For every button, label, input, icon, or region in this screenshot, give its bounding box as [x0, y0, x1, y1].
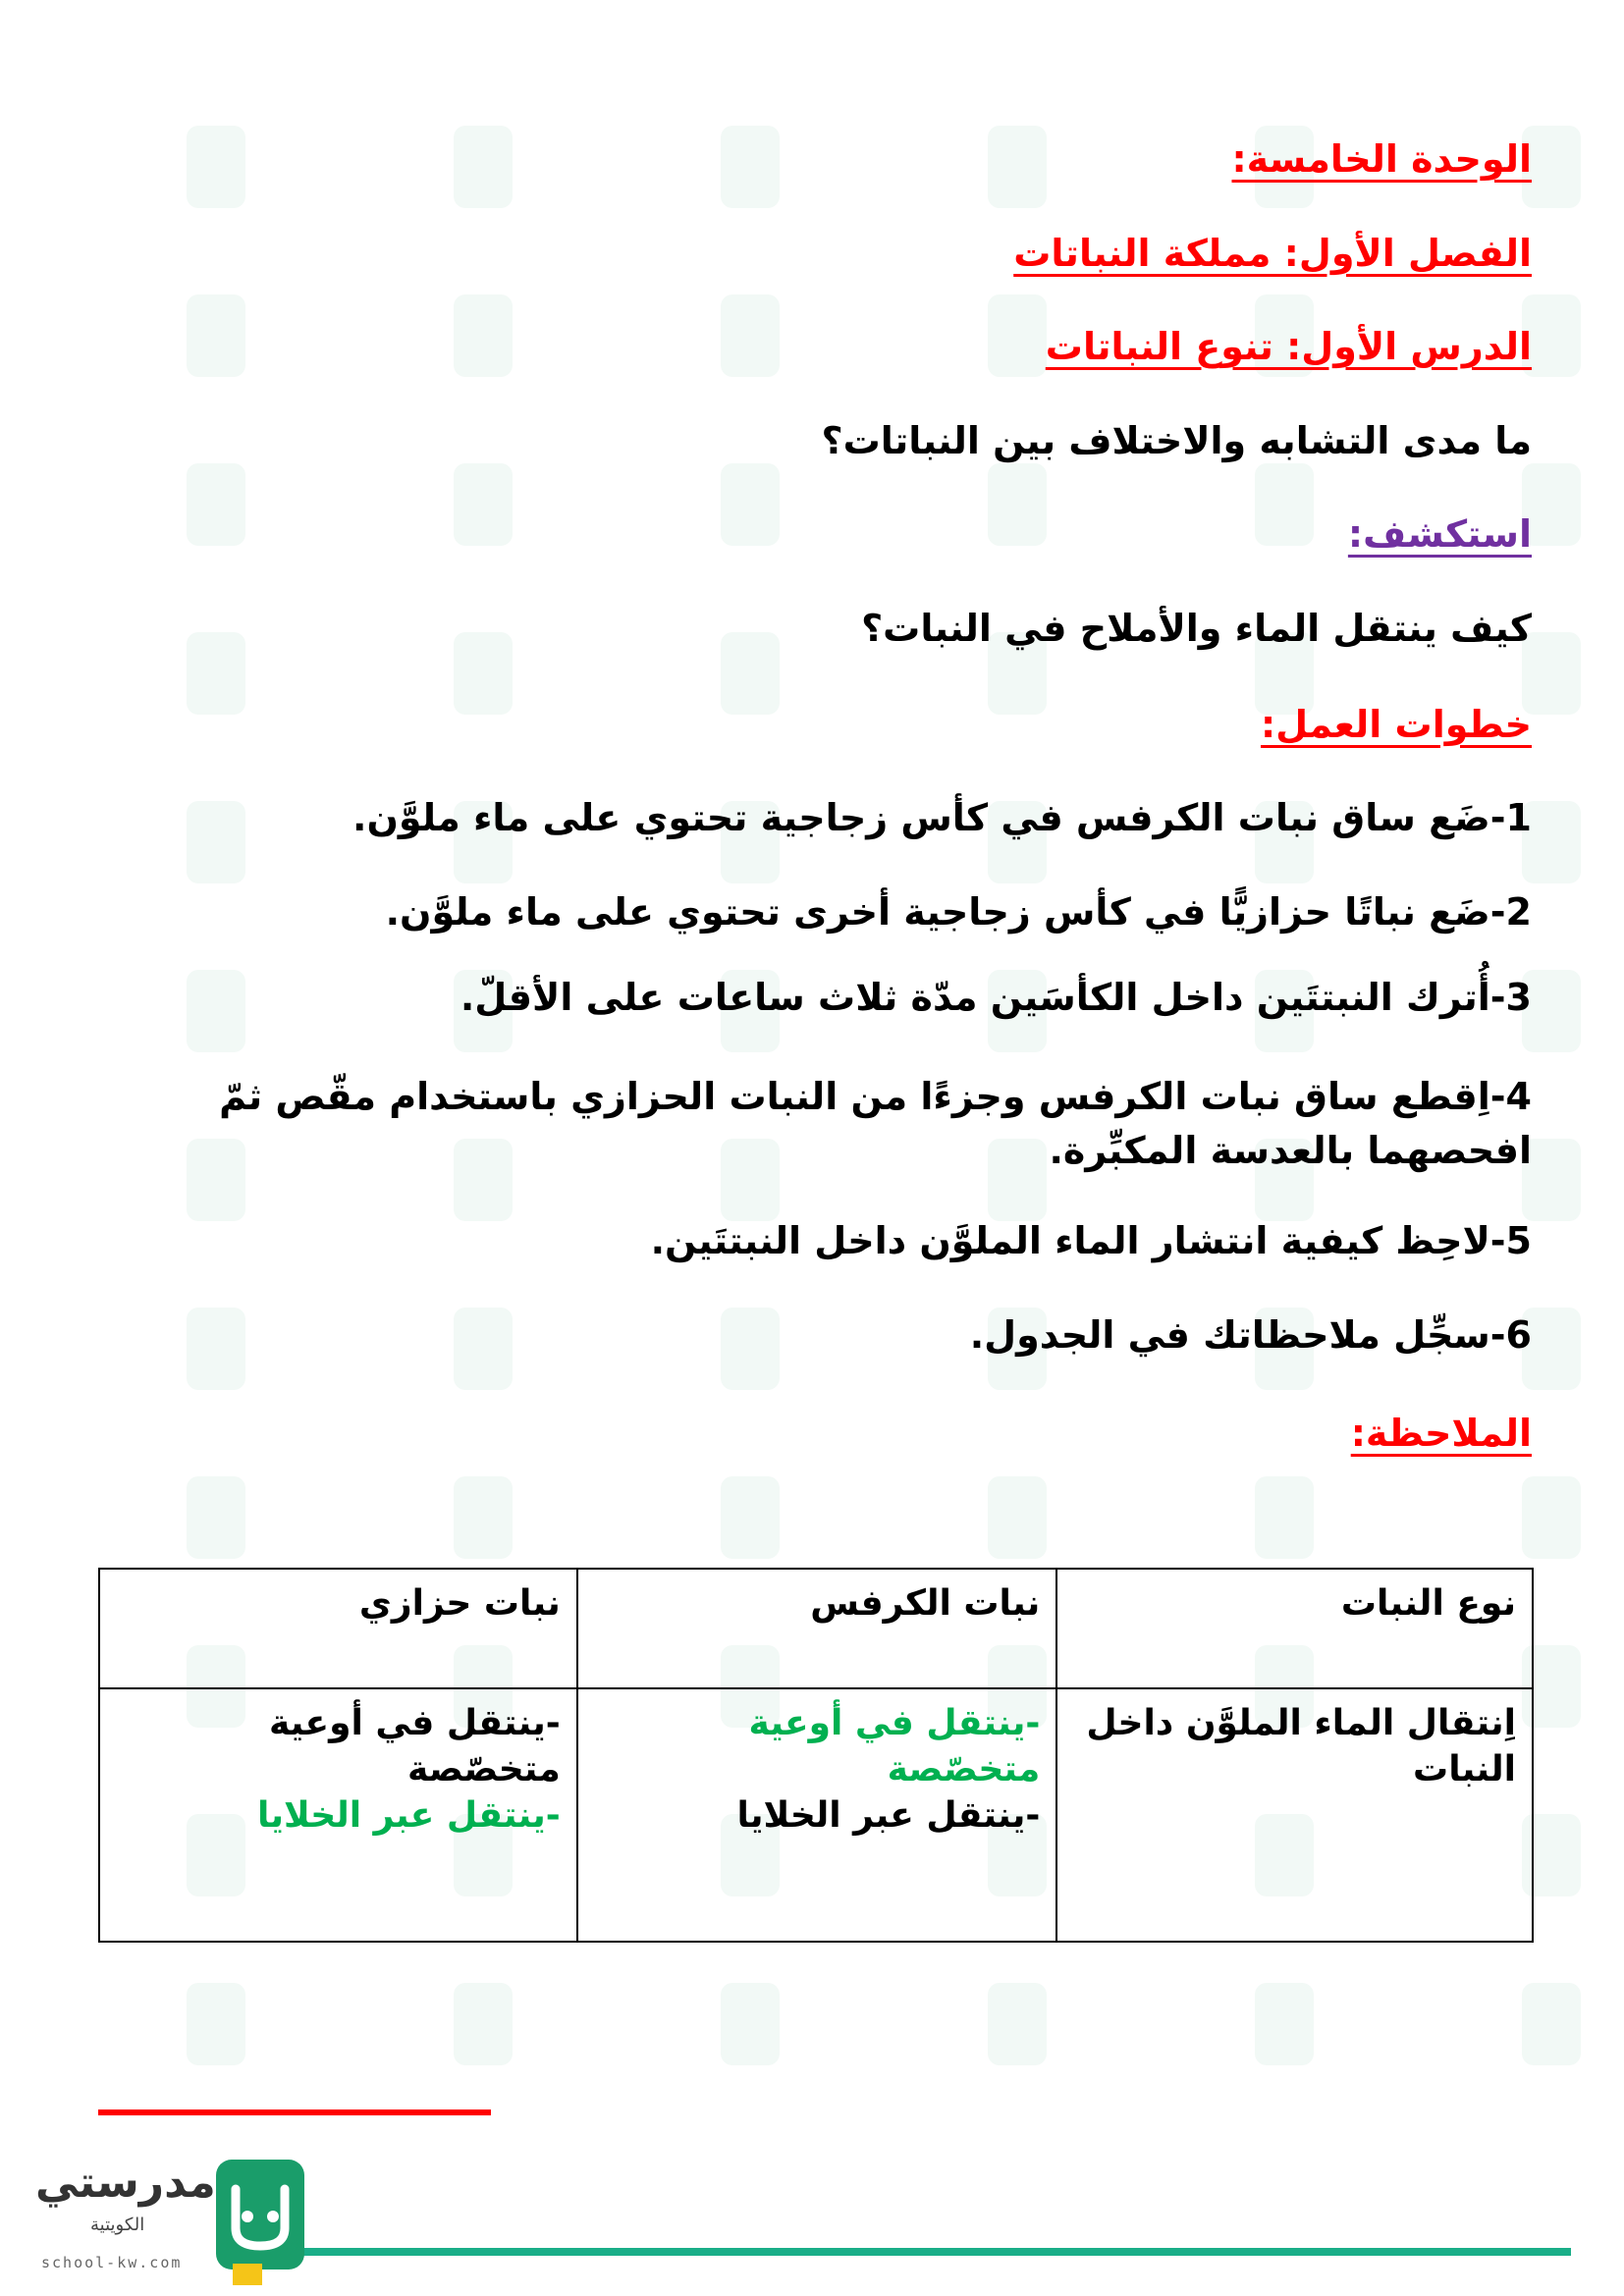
footer-green-line [297, 2248, 1571, 2256]
header-celery: نبات الكرفس [577, 1569, 1057, 1688]
observation-table [98, 1568, 1534, 1943]
watermark-book-icon [1522, 1983, 1581, 2065]
footer-red-line [98, 2109, 491, 2115]
watermark-tile [39, 1975, 265, 2083]
moss-option-other: -ينتقل في أوعية متخصّصة [268, 1703, 561, 1789]
bookmark-icon [233, 2264, 262, 2285]
steps-heading: خطوات العمل: [1260, 702, 1532, 746]
logo-subtitle: الكويتية [90, 2215, 145, 2235]
watermark-tile [1108, 1975, 1333, 2083]
row-label: اِنتقال الماء الملوَّن داخل النبات [1086, 1703, 1516, 1789]
lesson-heading: الدرس الأول: تنوع النباتات [1045, 325, 1532, 369]
watermark-book-icon [187, 1476, 245, 1559]
watermark-tile [1375, 1975, 1600, 2083]
explore-question: كيف ينتقل الماء والأملاح في النبات؟ [861, 606, 1532, 650]
watermark-book-icon [187, 1983, 245, 2065]
watermark-book-icon [721, 1983, 780, 2065]
explore-heading: استكشف: [1347, 512, 1532, 557]
moss-answer-cell [99, 1688, 577, 1942]
watermark-tile [306, 1975, 532, 2083]
chapter-heading: الفصل الأول: مملكة النباتات [1013, 231, 1532, 275]
logo-url: school-kw.com [41, 2254, 183, 2271]
book-logo-icon [216, 2160, 304, 2269]
table-header-row [99, 1569, 1533, 1688]
watermark-tile [573, 1975, 799, 2083]
watermark-book-icon [454, 1983, 513, 2065]
watermark-tile [573, 1468, 799, 1576]
watermark-book-icon [454, 1476, 513, 1559]
step-5: 5-لاحِظ كيفية انتشار الماء الملوَّن داخل النبتتَين. [650, 1219, 1532, 1263]
step-6: 6-سجِّل ملاحظاتك في الجدول. [969, 1312, 1532, 1357]
watermark-tile [306, 1468, 532, 1576]
header-moss: نبات حزازي [99, 1569, 577, 1688]
school-logo [31, 2156, 287, 2283]
watermark-book-icon [1255, 1983, 1314, 2065]
watermark-tile [1375, 1468, 1600, 1576]
watermark-book-icon [1255, 1476, 1314, 1559]
watermark-book-icon [988, 1983, 1047, 2065]
step-4: 4-اِقطع ساق نبات الكرفس وجزءًا من النبات الحزازي باستخدام مقّص ثمّ افحصهما بالعدسة المكبِّرة. [219, 1074, 1532, 1173]
step-1: 1-ضَع ساق نبات الكرفس في كأس زجاجية تحتوي على ماء ملوَّن. [352, 796, 1532, 840]
header-plant-type: نوع النبات [1056, 1569, 1533, 1688]
table-row [99, 1688, 1533, 1942]
unit-heading: الوحدة الخامسة: [1231, 137, 1532, 181]
watermark-book-icon [1522, 1476, 1581, 1559]
watermark-tile [840, 1975, 1066, 2083]
celery-answer-cell [577, 1688, 1057, 1942]
moss-option-selected: -ينتقل عبر الخلايا [256, 1794, 561, 1836]
watermark-book-icon [988, 1476, 1047, 1559]
step-2: 2-ضَع نباتًا حزازيًّا في كأس زجاجية أخرى تحتوي على ماء ملوَّن. [385, 889, 1532, 934]
watermark-book-icon [721, 1476, 780, 1559]
watermark-tile [840, 1468, 1066, 1576]
main-question: ما مدى التشابه والاختلاف بين النباتات؟ [821, 418, 1532, 462]
celery-option-other: -ينتقل عبر الخلايا [736, 1794, 1041, 1836]
watermark-tile [39, 1468, 265, 1576]
row-label-cell [1056, 1688, 1533, 1942]
logo-name: مدرستي [35, 2158, 216, 2208]
step-3: 3-أُترك النبتتَين داخل الكأسَين مدّة ثلاث ساعات على الأقلّ. [460, 976, 1532, 1020]
watermark-tile [1108, 1468, 1333, 1576]
worksheet-content [92, 137, 1532, 1457]
celery-option-selected: -ينتقل في أوعية متخصّصة [748, 1703, 1041, 1789]
observation-heading: الملاحظة: [1350, 1412, 1532, 1456]
